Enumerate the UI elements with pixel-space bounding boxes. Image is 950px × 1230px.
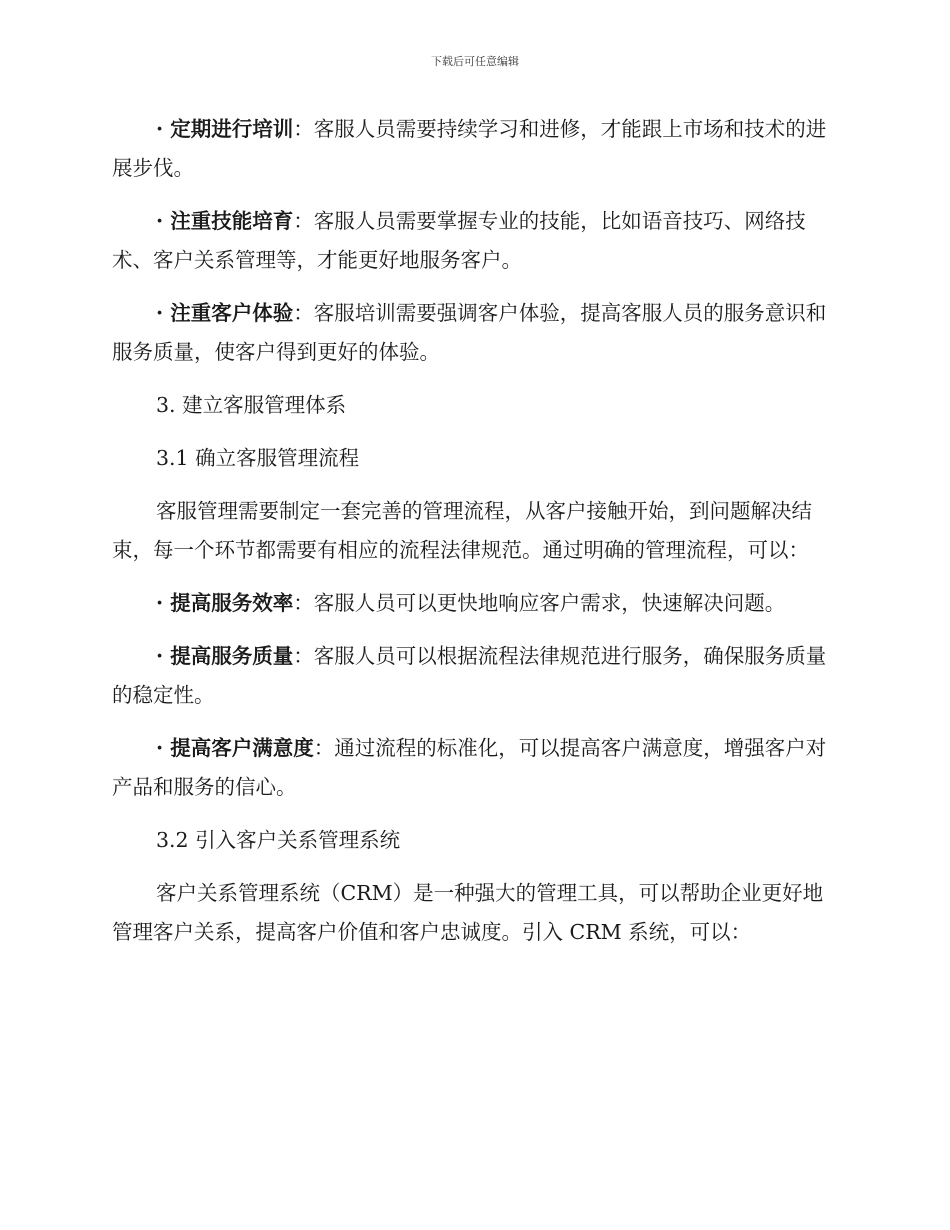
subsection-heading-3-2: 3.2 引入客户关系管理系统 [156, 828, 401, 852]
bullet-text: ：客服培训需要强调客户体验，提高客服人员的服务意识和服务质量，使客户得到更好的体验。 [112, 301, 827, 364]
bullet-label: · 注重客户体验 [156, 301, 294, 325]
bullet-skill-training [112, 202, 832, 280]
bullet-regular-training [112, 110, 832, 188]
bullet-text: ：客服人员需要掌握专业的技能，比如语音技巧、网络技术、客户关系管理等，才能更好地服务客户。 [112, 209, 806, 272]
bullet-text: ：客服人员需要持续学习和进修，才能跟上市场和技术的进展步伐。 [112, 117, 827, 180]
bullet-customer-experience [112, 294, 832, 372]
bullet-label: · 定期进行培训 [156, 117, 294, 141]
bullet-text: ：通过流程的标准化，可以提高客户满意度，增强客户对产品和服务的信心。 [112, 736, 827, 799]
bullet-text: ：客服人员可以更快地响应客户需求，快速解决问题。 [293, 591, 786, 615]
document-body [112, 110, 832, 966]
bullet-service-efficiency [112, 584, 832, 623]
bullet-customer-satisfaction [112, 729, 832, 807]
page-header: 下载后可任意编辑 [431, 55, 519, 68]
paragraph-management-process: 客服管理需要制定一套完善的管理流程，从客户接触开始，到问题解决结束，每一个环节都需要有相应的流程法律规范。通过明确的管理流程，可以： [112, 499, 812, 562]
section-heading-3: 3. 建立客服管理体系 [156, 393, 347, 417]
bullet-label: · 提高服务质量 [156, 644, 294, 668]
bullet-label: · 注重技能培育 [156, 209, 294, 233]
paragraph-crm-system: 客户关系管理系统（CRM）是一种强大的管理工具，可以帮助企业更好地管理客户关系，提高客户价值和客户忠诚度。引入 CRM 系统，可以： [112, 881, 824, 944]
bullet-label: · 提高服务效率 [156, 591, 294, 615]
bullet-label: · 提高客户满意度 [156, 736, 314, 760]
bullet-text: ：客服人员可以根据流程法律规范进行服务，确保服务质量的稳定性。 [112, 644, 827, 707]
bullet-service-quality [112, 637, 832, 715]
subsection-heading-3-1: 3.1 确立客服管理流程 [156, 446, 360, 470]
